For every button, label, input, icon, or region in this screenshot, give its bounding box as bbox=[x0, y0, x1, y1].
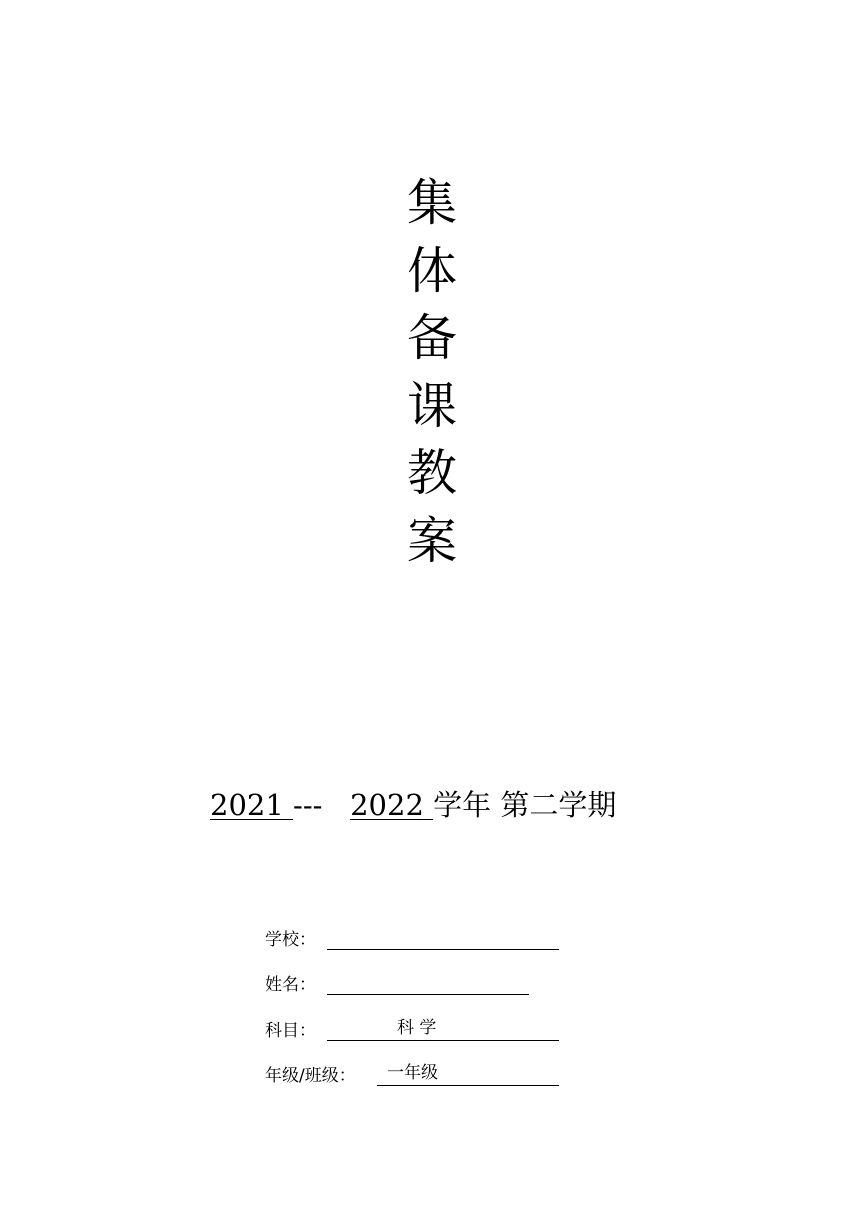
name-field[interactable] bbox=[327, 972, 529, 995]
title-char: 体 bbox=[407, 241, 457, 300]
grade-row bbox=[265, 1058, 565, 1088]
subject-value: 科 学 bbox=[397, 1018, 437, 1038]
title-char: 案 bbox=[407, 511, 457, 570]
semester-line bbox=[210, 785, 616, 825]
grade-field[interactable] bbox=[377, 1063, 559, 1086]
title-char: 课 bbox=[407, 376, 457, 435]
start-year: 2021 bbox=[210, 788, 284, 822]
subject-row bbox=[265, 1013, 565, 1043]
title-char: 备 bbox=[407, 309, 457, 367]
term-label: 第二学期 bbox=[500, 788, 617, 822]
grade-label: 年级/班级： bbox=[265, 1066, 356, 1086]
school-label: 学校： bbox=[265, 930, 316, 950]
year-suffix: 学年 bbox=[433, 788, 492, 822]
end-year: 2022 bbox=[350, 788, 424, 822]
title-char: 集 bbox=[407, 174, 457, 232]
document-title bbox=[400, 170, 464, 575]
name-row bbox=[265, 967, 565, 997]
year-separator: --- bbox=[293, 788, 323, 822]
subject-label: 科目： bbox=[265, 1021, 316, 1041]
grade-value: 一年级 bbox=[387, 1063, 438, 1083]
name-label: 姓名： bbox=[265, 975, 316, 995]
title-char: 教 bbox=[407, 444, 457, 502]
school-field[interactable] bbox=[327, 927, 559, 950]
subject-field[interactable] bbox=[327, 1018, 559, 1041]
school-row bbox=[265, 922, 565, 952]
